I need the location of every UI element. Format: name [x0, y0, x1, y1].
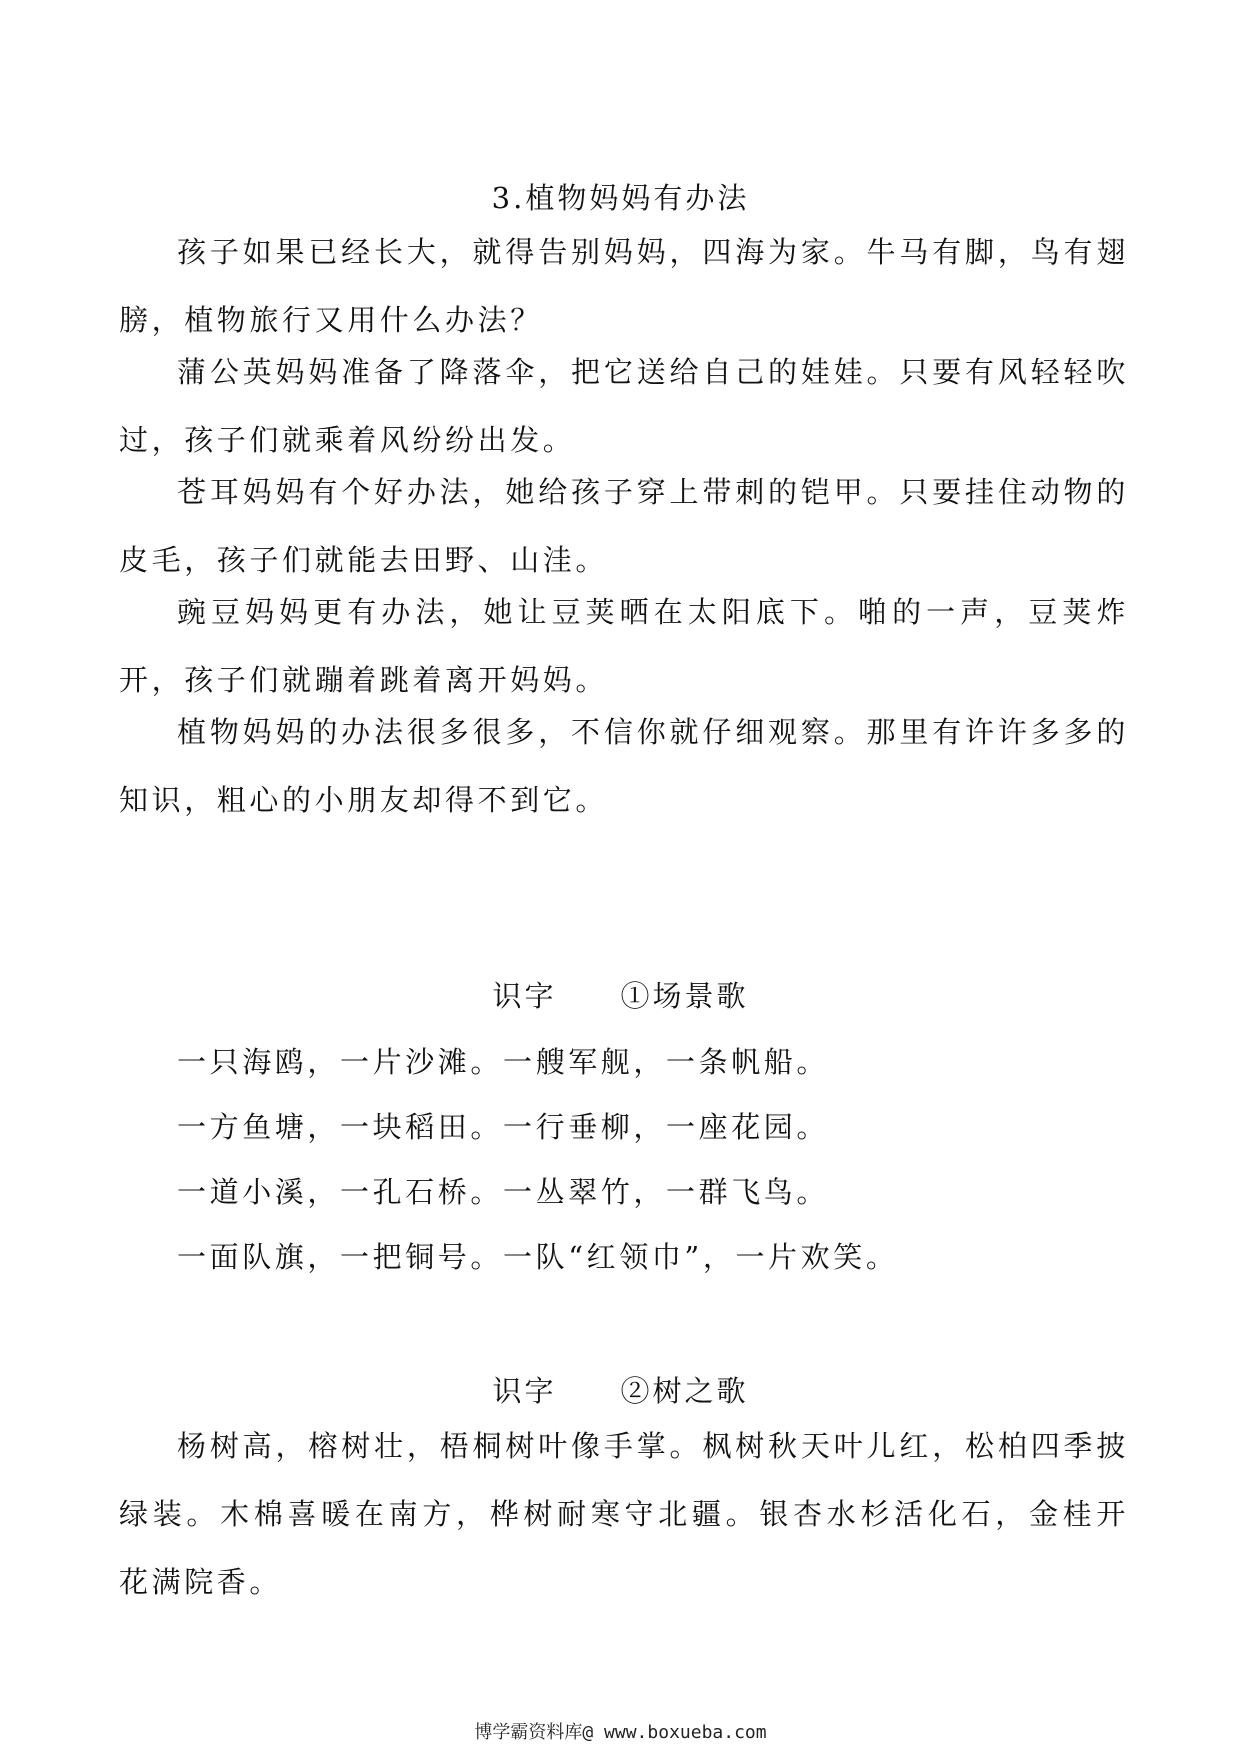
literacy-1-line-4: 一面队旗，一把铜号。一队“红领巾”，一片欢笑。 — [177, 1240, 899, 1274]
footer-watermark: 博学霸资料库@ www.boxueba.com — [474, 1722, 767, 1743]
lesson-paragraph-3: 苍耳妈妈有个好办法，她给孩子穿上带刺的铠甲。只要挂住动物的皮毛，孩子们就能去田野、山洼。 — [119, 475, 1129, 577]
literacy-1-title: 识字 ①场景歌 — [492, 979, 749, 1013]
lesson-paragraph-4: 豌豆妈妈更有办法，她让豆荚晒在太阳底下。啪的一声，豆荚炸开，孩子们就蹦着跳着离开妈妈。 — [119, 595, 1129, 697]
literacy-2-text: 杨树高，榕树壮，梧桐树叶像手掌。枫树秋天叶儿红，松柏四季披绿装。木棉喜暖在南方，桦树耐寒守北疆。银杏水杉活化石，金桂开花满院香。 — [119, 1429, 1129, 1599]
lesson-title: 3.植物妈妈有办法 — [491, 181, 750, 215]
lesson-paragraph-2: 蒲公英妈妈准备了降落伞，把它送给自己的娃娃。只要有风轻轻吹过，孩子们就乘着风纷纷出发。 — [119, 355, 1129, 457]
literacy-2-title: 识字 ②树之歌 — [492, 1374, 749, 1408]
lesson-paragraph-1: 孩子如果已经长大，就得告别妈妈，四海为家。牛马有脚，鸟有翅膀，植物旅行又用什么办法？ — [119, 235, 1129, 337]
literacy-1-line-2: 一方鱼塘，一块稻田。一行垂柳，一座花园。 — [177, 1110, 830, 1144]
literacy-1-line-1: 一只海鸥，一片沙滩。一艘军舰，一条帆船。 — [177, 1045, 830, 1079]
lesson-paragraph-5: 植物妈妈的办法很多很多，不信你就仔细观察。那里有许许多多的知识，粗心的小朋友却得不到它。 — [119, 715, 1129, 817]
literacy-1-line-3: 一道小溪，一孔石桥。一丛翠竹，一群飞鸟。 — [177, 1175, 830, 1209]
